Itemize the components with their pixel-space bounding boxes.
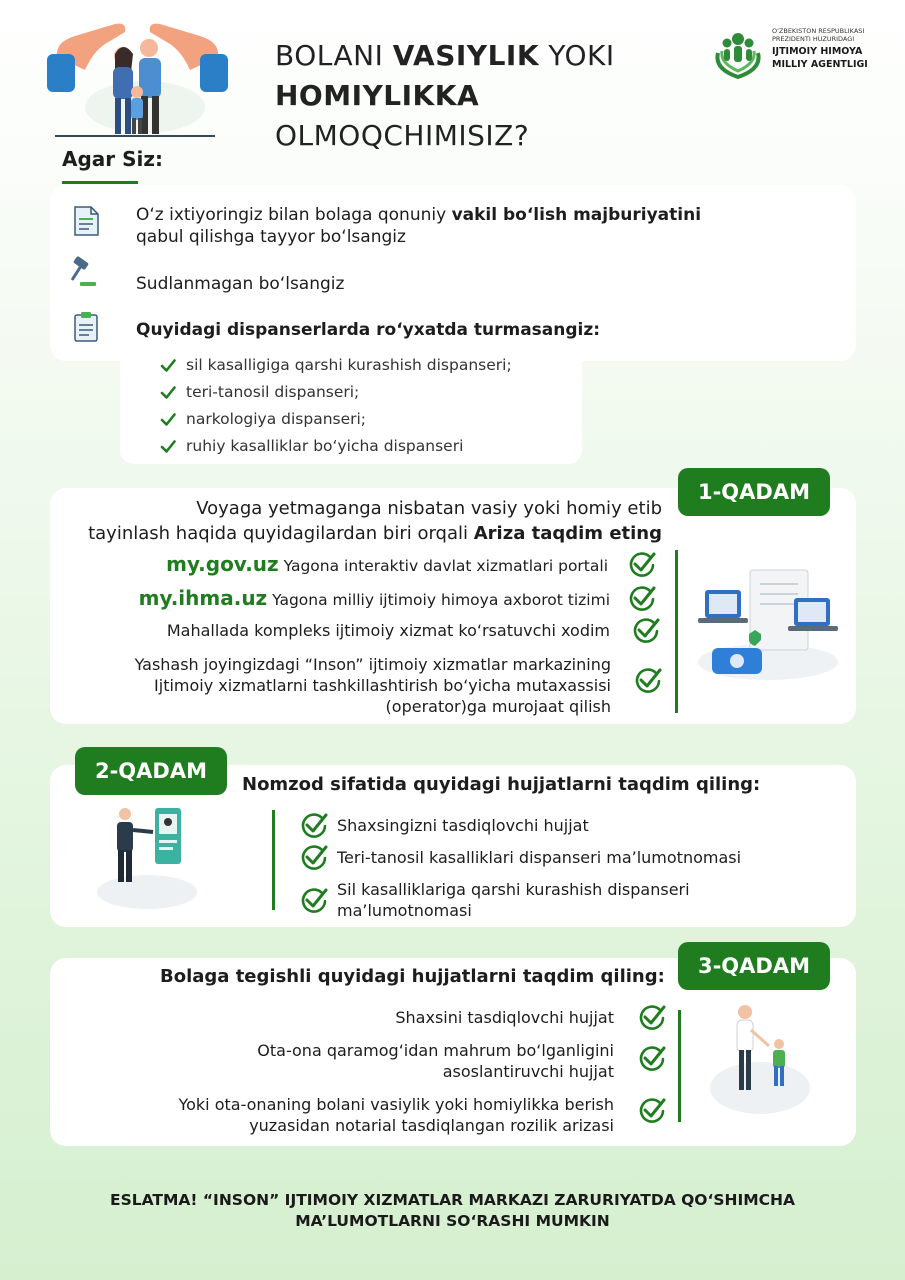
logo-line-2: PREZIDENTI HUZURIDAGI bbox=[772, 35, 855, 43]
footer-note: ESLATMA! “INSON” IJTIMOIY XIZMATLAR MARKAZI ZARURIYATDA QO‘SHIMCHA MA’LUMOTLARNI SO‘RASHI MUMKIN bbox=[109, 1191, 795, 1230]
check-icon bbox=[160, 358, 176, 374]
step2-badge: 2-QADAM bbox=[75, 747, 227, 795]
step1-badge: 1-QADAM bbox=[678, 468, 830, 516]
check-icon bbox=[638, 1097, 666, 1123]
check-icon bbox=[300, 844, 328, 870]
check-icon bbox=[300, 887, 328, 913]
dispensary-item: ruhiy kasalliklar bo‘yicha dispanseri bbox=[160, 433, 512, 460]
dispensary-item: narkologiya dispanseri; bbox=[160, 406, 512, 433]
step3-item-1: Shaxsini tasdiqlovchi hujjat bbox=[395, 1008, 614, 1027]
check-icon bbox=[628, 585, 656, 611]
check-icon bbox=[628, 551, 656, 577]
step2-item-2: Teri-tanosil kasalliklari dispanseri ma’lumotnomasi bbox=[337, 848, 742, 867]
step1-divider bbox=[675, 550, 678, 713]
step2-item-3: Sil kasalliklariga qarshi kurashish dispanseri ma’lumotnomasi bbox=[337, 880, 690, 920]
devices-illustration bbox=[690, 562, 845, 687]
step1-heading: Voyaga yetmaganga nisbatan vasiy yoki homiy etib tayinlash haqida quyidagilardan biri orqali Ariza taqdim eting bbox=[88, 498, 662, 544]
dispensary-list bbox=[160, 352, 512, 460]
intro-heading: Agar Siz: bbox=[62, 147, 164, 171]
logo-line-4: MILLIY AGENTLIGI bbox=[772, 59, 868, 70]
step3-item-3: Yoki ota-onaning bolani vasiylik yoki homiylikka berish yuzasidan notarial tasdiqlangan rozilik arizasi bbox=[178, 1095, 614, 1135]
intro-item-1: O‘z ixtiyoringiz bilan bolaga qonuniy vakil bo‘lish majburiyatini qabul qilishga tayyor bo‘lsangiz bbox=[136, 205, 702, 247]
logo-line-1: O'ZBEKISTON RESPUBLIKASI bbox=[772, 27, 865, 35]
check-icon bbox=[632, 617, 660, 643]
intro-item-3: Quyidagi dispanserlarda ro‘yxatda turmasangiz: bbox=[136, 320, 601, 340]
check-icon bbox=[300, 812, 328, 838]
check-icon bbox=[160, 412, 176, 428]
step2-item-1: Shaxsingizni tasdiqlovchi hujjat bbox=[337, 816, 589, 835]
dispensary-item: teri-tanosil dispanseri; bbox=[160, 379, 512, 406]
check-icon bbox=[160, 439, 176, 455]
step1-item-myihma[interactable]: my.ihma.uz Yagona milliy ijtimoiy himoya axborot tizimi bbox=[138, 586, 610, 610]
step3-heading: Bolaga tegishli quyidagi hujjatlarni taqdim qiling: bbox=[160, 966, 665, 987]
logo-line-3: IJTIMOIY HIMOYA bbox=[772, 46, 863, 57]
step3-divider bbox=[678, 1010, 681, 1122]
step3-badge: 3-QADAM bbox=[678, 942, 830, 990]
document-icon bbox=[70, 205, 102, 237]
id-card-illustration bbox=[95, 802, 205, 912]
agency-logo bbox=[710, 25, 890, 85]
clipboard-icon bbox=[70, 310, 102, 342]
intro-item-2: Sudlanmagan bo‘lsangiz bbox=[136, 274, 345, 294]
mother-child-illustration bbox=[705, 1000, 815, 1118]
dispensary-item: sil kasalligiga qarshi kurashish dispanseri; bbox=[160, 352, 512, 379]
step1-item-inson: Yashash joyingizdagi “Inson” ijtimoiy xizmatlar markazining Ijtimoiy xizmatlarni tashkillashtirish bo‘yicha mutaxassisi (operator)ga murojaat qilish bbox=[134, 655, 611, 716]
step2-heading: Nomzod sifatida quyidagi hujjatlarni taqdim qiling: bbox=[242, 774, 761, 795]
check-icon bbox=[638, 1004, 666, 1030]
step3-item-2: Ota-ona qaramog‘idan mahrum bo‘lganligini asoslantiruvchi hujjat bbox=[257, 1041, 614, 1081]
step2-divider bbox=[272, 810, 275, 910]
check-icon bbox=[634, 667, 662, 693]
gavel-icon bbox=[66, 256, 98, 288]
step1-item-mahalla: Mahallada kompleks ijtimoiy xizmat ko‘rsatuvchi xodim bbox=[166, 621, 610, 640]
check-icon bbox=[638, 1045, 666, 1071]
step1-item-mygov[interactable]: my.gov.uz Yagona interaktiv davlat xizmatlari portali bbox=[166, 552, 608, 576]
family-illustration bbox=[45, 12, 230, 140]
page-title: BOLANI VASIYLIK YOKI HOMIYLIKKA OLMOQCHIMISIZ? bbox=[275, 39, 615, 152]
agency-logo-icon bbox=[710, 25, 766, 81]
intro-heading-underline bbox=[62, 181, 138, 184]
check-icon bbox=[160, 385, 176, 401]
